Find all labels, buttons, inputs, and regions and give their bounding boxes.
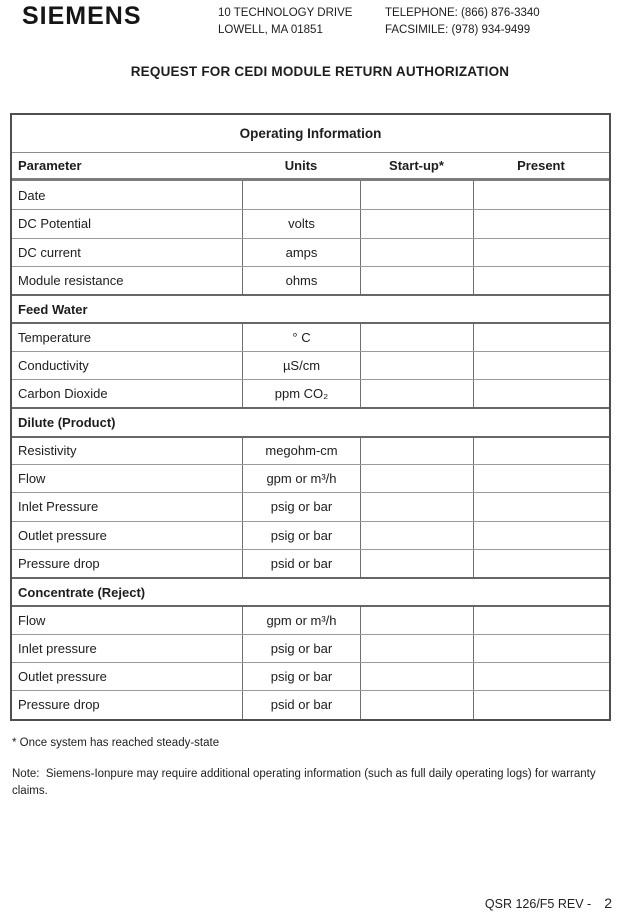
facsimile-line: FACSIMILE: (978) 934-9499 bbox=[385, 24, 531, 36]
cell-units: µS/cm bbox=[242, 352, 360, 379]
cell-parameter: DC Potential bbox=[18, 216, 91, 232]
cell-present bbox=[473, 691, 609, 718]
cell-startup bbox=[360, 550, 473, 577]
table-row bbox=[12, 436, 609, 464]
cell-startup bbox=[360, 635, 473, 662]
doc-number: QSR 126/F5 REV - bbox=[484, 897, 592, 911]
cell-present bbox=[473, 239, 609, 266]
section-row bbox=[12, 407, 609, 435]
cell-parameter: Pressure drop bbox=[18, 697, 100, 713]
cell-present bbox=[473, 267, 609, 294]
cell-present bbox=[473, 438, 609, 464]
table-row bbox=[12, 209, 609, 237]
section-label: Concentrate (Reject) bbox=[18, 584, 146, 600]
table-row bbox=[12, 521, 609, 549]
cell-units: ohms bbox=[242, 267, 360, 294]
table-row bbox=[12, 238, 609, 266]
cell-present bbox=[473, 352, 609, 379]
cell-parameter: Inlet pressure bbox=[18, 640, 97, 656]
cell-startup bbox=[360, 607, 473, 633]
cell-parameter: Outlet pressure bbox=[18, 527, 107, 543]
address-block bbox=[218, 5, 352, 39]
cell-units: gpm or m³/h bbox=[242, 465, 360, 492]
section-row bbox=[12, 294, 609, 322]
table-row bbox=[12, 181, 609, 209]
table-row bbox=[12, 605, 609, 633]
cell-startup bbox=[360, 691, 473, 718]
table-row bbox=[12, 351, 609, 379]
section-label: Feed Water bbox=[18, 301, 88, 317]
revision-number: 2 bbox=[604, 895, 612, 911]
section-label: Dilute (Product) bbox=[18, 415, 116, 431]
cell-startup bbox=[360, 438, 473, 464]
column-header-present: Present bbox=[517, 158, 565, 173]
cell-units: gpm or m³/h bbox=[242, 607, 360, 633]
table-row bbox=[12, 634, 609, 662]
cell-present bbox=[473, 663, 609, 690]
cell-units: ° C bbox=[242, 324, 360, 350]
cell-units: psid or bar bbox=[242, 550, 360, 577]
table-column-header-row bbox=[12, 152, 609, 181]
cell-present bbox=[473, 465, 609, 492]
cell-parameter: Resistivity bbox=[18, 443, 77, 459]
cell-units: psig or bar bbox=[242, 493, 360, 520]
cell-present bbox=[473, 550, 609, 577]
address-line-2: LOWELL, MA 01851 bbox=[218, 24, 323, 36]
cell-parameter: Inlet Pressure bbox=[18, 499, 99, 515]
cell-units: volts bbox=[242, 210, 360, 237]
cell-units bbox=[242, 181, 360, 209]
table-body bbox=[12, 181, 609, 719]
cell-startup bbox=[360, 181, 473, 209]
telephone-line: TELEPHONE: (866) 876-3340 bbox=[385, 7, 540, 19]
cell-startup bbox=[360, 380, 473, 407]
note-warranty-claims: Note: Siemens-Ionpure may require additional operating information (such as full daily operating logs) for warranty claims. bbox=[12, 768, 599, 797]
cell-units: psig or bar bbox=[242, 663, 360, 690]
cell-units: psig or bar bbox=[242, 635, 360, 662]
cell-parameter: Carbon Dioxide bbox=[18, 386, 108, 402]
table-row bbox=[12, 322, 609, 350]
table-title: Operating Information bbox=[239, 126, 382, 141]
cell-units: amps bbox=[242, 239, 360, 266]
table-row bbox=[12, 379, 609, 407]
cell-startup bbox=[360, 465, 473, 492]
cell-parameter: Temperature bbox=[18, 330, 91, 346]
column-header-startup: Start-up* bbox=[389, 158, 444, 173]
cell-present bbox=[473, 210, 609, 237]
cell-startup bbox=[360, 210, 473, 237]
cell-startup bbox=[360, 663, 473, 690]
cell-present bbox=[473, 522, 609, 549]
address-line-1: 10 TECHNOLOGY DRIVE bbox=[218, 7, 353, 19]
cell-startup bbox=[360, 267, 473, 294]
table-row bbox=[12, 492, 609, 520]
cell-startup bbox=[360, 493, 473, 520]
cell-parameter: Flow bbox=[18, 613, 46, 629]
cell-present bbox=[473, 324, 609, 350]
cell-parameter: Module resistance bbox=[18, 273, 124, 289]
cell-startup bbox=[360, 324, 473, 350]
cell-parameter: Conductivity bbox=[18, 357, 89, 373]
cell-present bbox=[473, 607, 609, 633]
table-row bbox=[12, 464, 609, 492]
document-title: REQUEST FOR CEDI MODULE RETURN AUTHORIZATION bbox=[130, 64, 510, 79]
column-header-units: Units bbox=[284, 158, 318, 173]
cell-units: ppm CO₂ bbox=[242, 380, 360, 407]
siemens-logo: SIEMENS bbox=[22, 2, 142, 30]
footnote-steady-state: * Once system has reached steady-state bbox=[12, 737, 220, 749]
cell-parameter: Outlet pressure bbox=[18, 669, 107, 685]
cell-present bbox=[473, 635, 609, 662]
cell-parameter: Pressure drop bbox=[18, 556, 100, 571]
cell-startup bbox=[360, 352, 473, 379]
table-row bbox=[12, 549, 609, 577]
table-row bbox=[12, 690, 609, 718]
cell-present bbox=[473, 181, 609, 209]
cell-parameter: Flow bbox=[18, 471, 46, 487]
operating-information-table bbox=[10, 113, 611, 721]
column-header-parameter: Parameter bbox=[18, 158, 82, 173]
cell-parameter: DC current bbox=[18, 244, 81, 260]
cell-units: psig or bar bbox=[242, 522, 360, 549]
section-row bbox=[12, 577, 609, 605]
cell-startup bbox=[360, 239, 473, 266]
table-row bbox=[12, 266, 609, 294]
document-footer bbox=[485, 895, 612, 911]
cell-units: megohm-cm bbox=[242, 438, 360, 464]
contact-block bbox=[385, 5, 540, 39]
cell-startup bbox=[360, 522, 473, 549]
cell-parameter: Date bbox=[18, 187, 46, 203]
cell-present bbox=[473, 380, 609, 407]
table-row bbox=[12, 662, 609, 690]
cell-present bbox=[473, 493, 609, 520]
cell-units: psid or bar bbox=[242, 691, 360, 718]
